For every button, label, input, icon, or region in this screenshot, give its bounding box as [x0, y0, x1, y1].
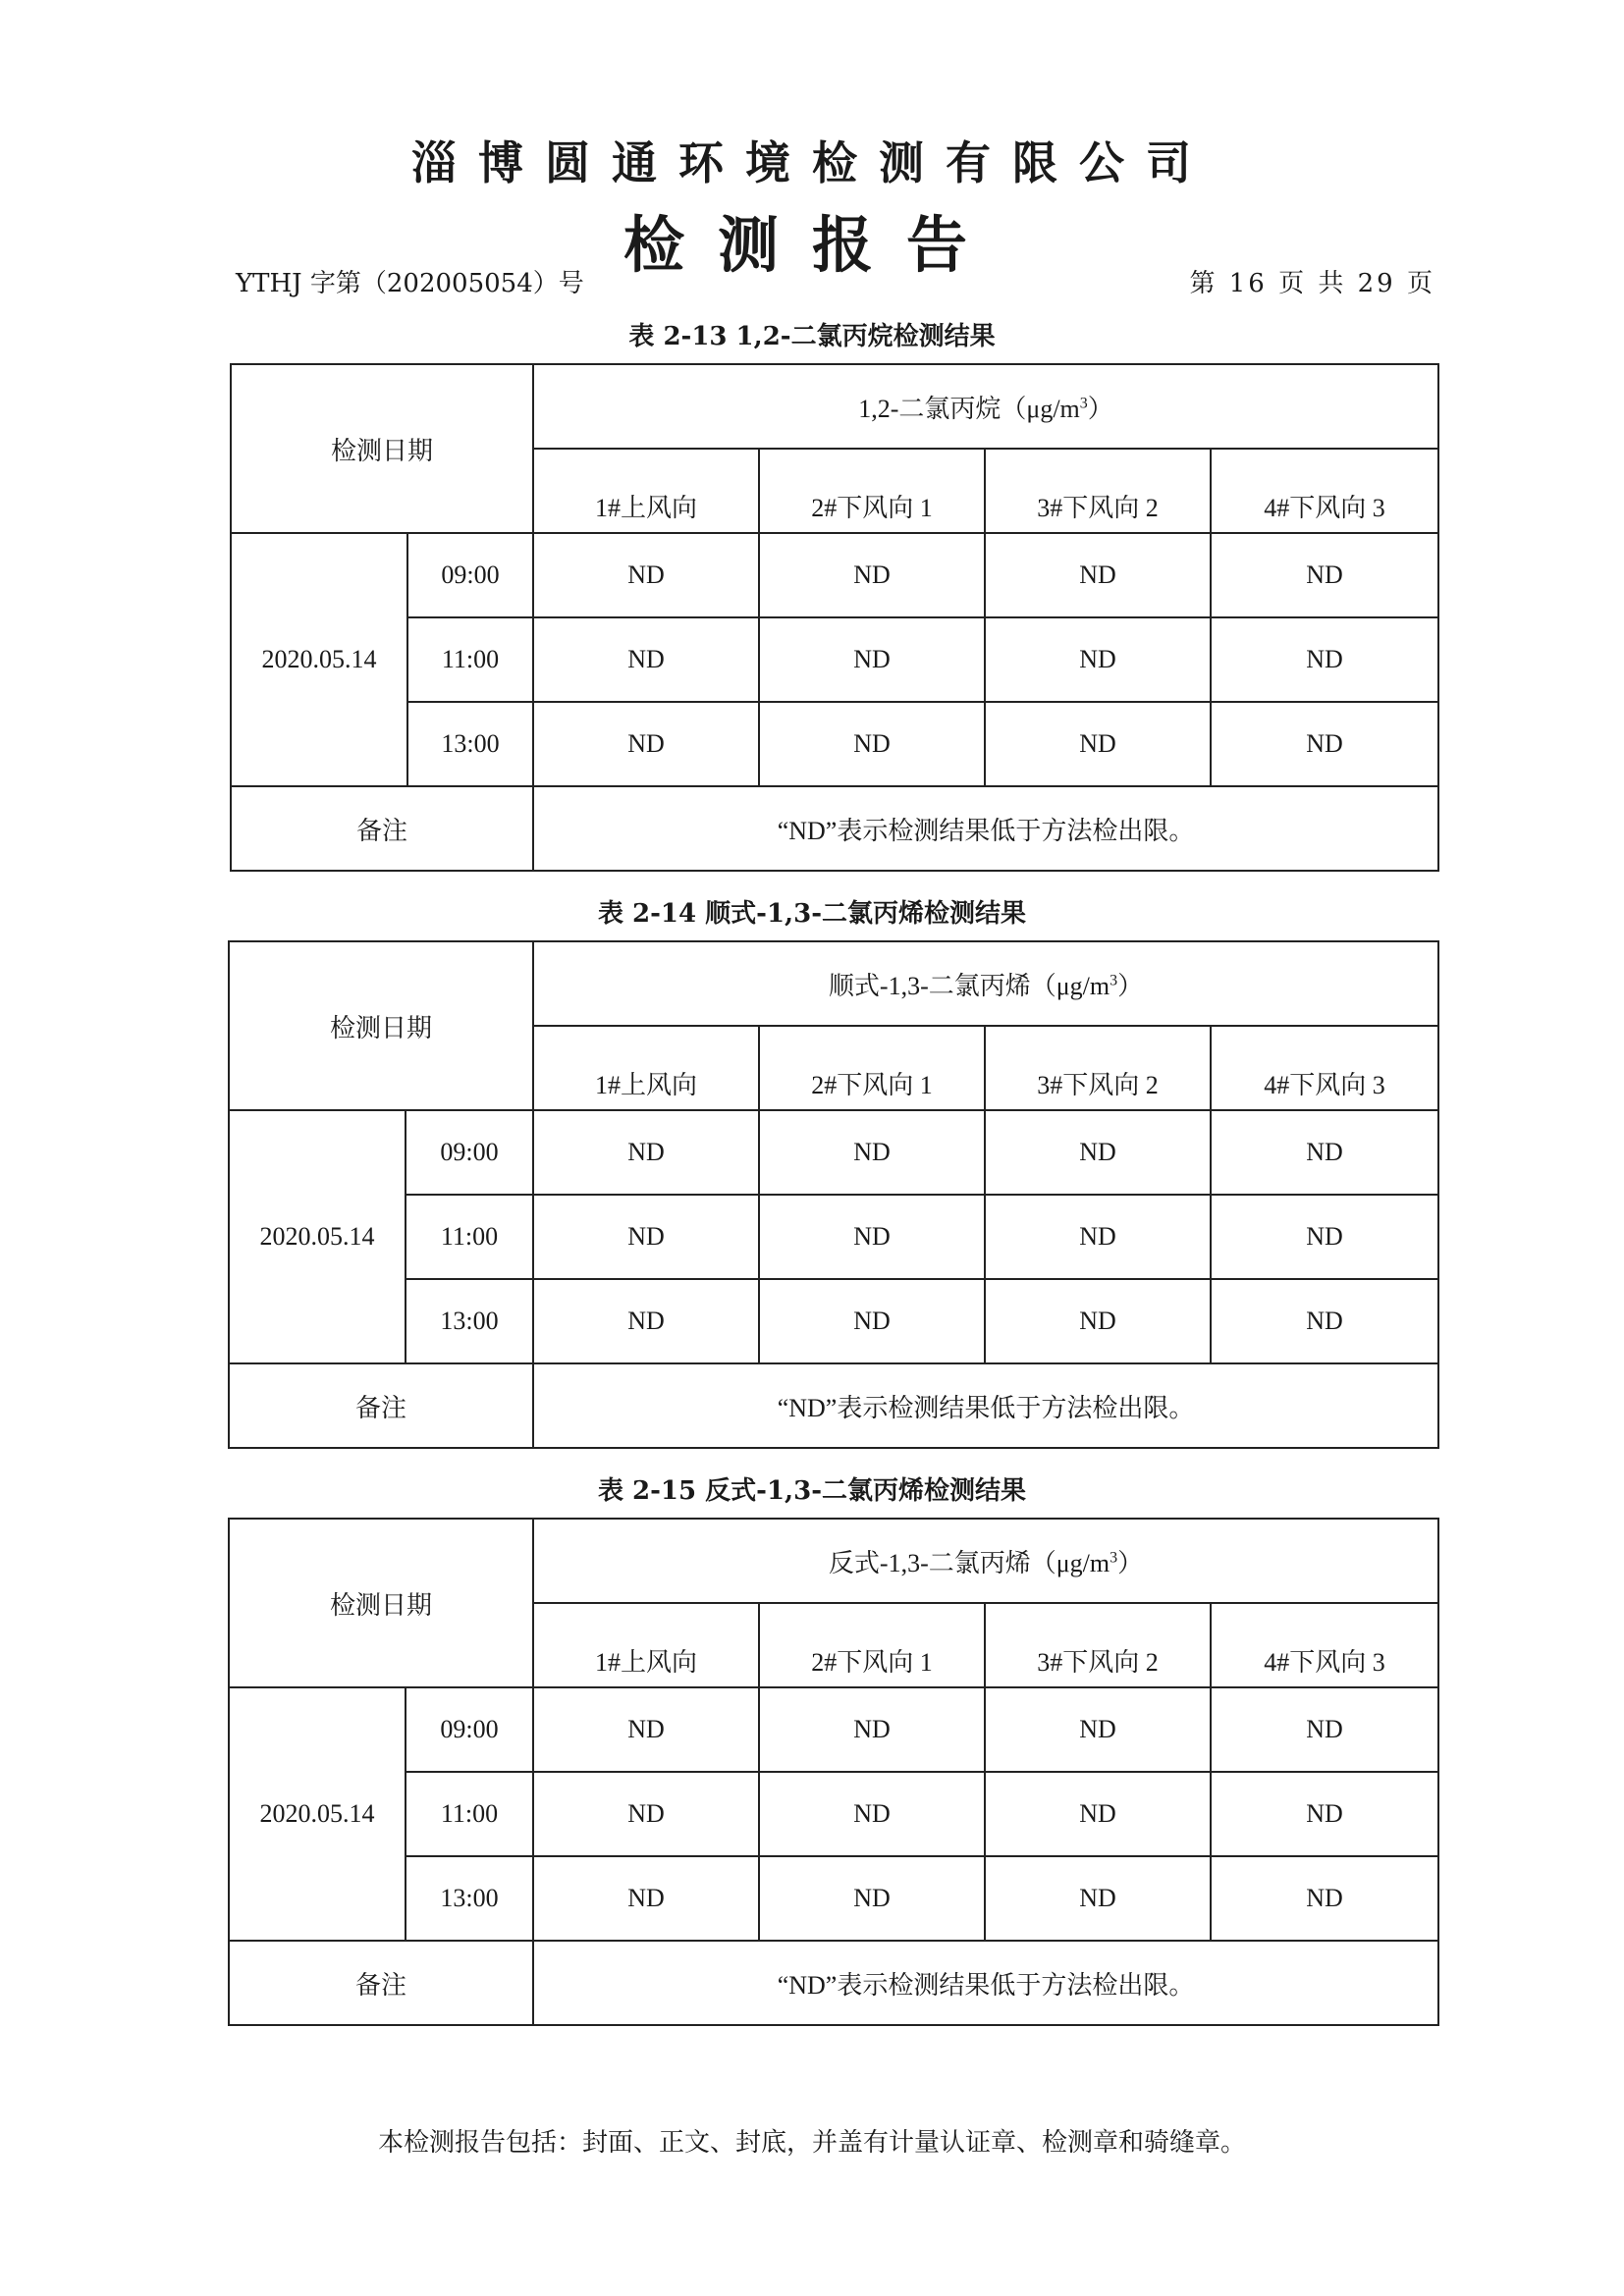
note-row	[231, 786, 1438, 871]
value-cell: ND	[1211, 533, 1438, 617]
table-row	[231, 617, 1438, 702]
param-close: ）	[1117, 1548, 1144, 1577]
value-cell: ND	[759, 533, 985, 617]
value-cell: ND	[759, 1687, 985, 1772]
note-label: 备注	[229, 1363, 533, 1448]
note-text: “ND”表示检测结果低于方法检出限。	[533, 1363, 1438, 1448]
date-header: 检测日期	[231, 364, 533, 533]
unit-superscript: 3	[1110, 971, 1118, 988]
value-cell: ND	[759, 702, 985, 786]
value-cell: ND	[533, 617, 759, 702]
footer-note: 本检测报告包括：封面、正文、封底，并盖有计量认证章、检测章和骑缝章。	[377, 2128, 1246, 2158]
unit-superscript: 3	[1079, 394, 1088, 411]
note-text: “ND”表示检测结果低于方法检出限。	[533, 786, 1438, 871]
value-cell: ND	[1211, 1687, 1438, 1772]
date-cell: 2020.05.14	[229, 1110, 406, 1363]
value-cell: ND	[1211, 702, 1438, 786]
table-caption: 表 2-15 反式-1,3-二氯丙烯检测结果	[598, 1476, 1026, 1506]
value-cell: ND	[985, 1195, 1211, 1279]
column-header: 2#下风向 1	[759, 1026, 985, 1110]
param-close: ）	[1087, 394, 1113, 423]
value-cell: ND	[985, 1110, 1211, 1195]
note-text: “ND”表示检测结果低于方法检出限。	[533, 1941, 1438, 2025]
time-cell: 11:00	[406, 1772, 533, 1856]
column-header: 3#下风向 2	[985, 449, 1211, 533]
time-cell: 13:00	[407, 702, 533, 786]
param-label: 1,2-二氯丙烷（μg/m	[858, 394, 1080, 423]
table-row	[229, 1856, 1438, 1941]
table-caption: 表 2-14 顺式-1,3-二氯丙烯检测结果	[598, 899, 1026, 929]
time-cell: 13:00	[406, 1279, 533, 1363]
value-cell: ND	[985, 702, 1211, 786]
date-header: 检测日期	[229, 1519, 533, 1687]
column-header: 2#下风向 1	[759, 449, 985, 533]
note-label: 备注	[229, 1941, 533, 2025]
column-header: 4#下风向 3	[1211, 1603, 1438, 1687]
value-cell: ND	[533, 1772, 759, 1856]
note-label: 备注	[231, 786, 533, 871]
value-cell: ND	[1211, 1772, 1438, 1856]
value-cell: ND	[759, 1195, 985, 1279]
column-header: 2#下风向 1	[759, 1603, 985, 1687]
value-cell: ND	[985, 1772, 1211, 1856]
value-cell: ND	[759, 1110, 985, 1195]
table-row	[229, 1687, 1438, 1772]
table-row	[229, 1772, 1438, 1856]
value-cell: ND	[759, 1772, 985, 1856]
table-row	[231, 533, 1438, 617]
date-cell: 2020.05.14	[231, 533, 407, 786]
value-cell: ND	[1211, 1110, 1438, 1195]
value-cell: ND	[985, 617, 1211, 702]
value-cell: ND	[533, 1195, 759, 1279]
value-cell: ND	[533, 1279, 759, 1363]
value-cell: ND	[759, 1856, 985, 1941]
result-table	[230, 363, 1439, 872]
value-cell: ND	[985, 1279, 1211, 1363]
value-cell: ND	[1211, 1279, 1438, 1363]
column-header: 1#上风向	[533, 1603, 759, 1687]
result-table	[228, 1518, 1439, 2026]
table-row	[229, 1110, 1438, 1195]
page-info: 第 16 页 共 29 页	[1189, 269, 1435, 298]
value-cell: ND	[1211, 1195, 1438, 1279]
time-cell: 09:00	[406, 1687, 533, 1772]
param-header	[533, 1519, 1438, 1603]
table-row	[229, 1279, 1438, 1363]
column-header: 1#上风向	[533, 449, 759, 533]
param-header	[533, 941, 1438, 1026]
value-cell: ND	[533, 702, 759, 786]
value-cell: ND	[1211, 617, 1438, 702]
note-row	[229, 1941, 1438, 2025]
unit-superscript: 3	[1110, 1548, 1118, 1566]
report-number: YTHJ 字第（202005054）号	[236, 269, 584, 298]
table-row	[229, 1195, 1438, 1279]
value-cell: ND	[985, 1687, 1211, 1772]
date-cell: 2020.05.14	[229, 1687, 406, 1941]
column-header: 4#下风向 3	[1211, 449, 1438, 533]
value-cell: ND	[759, 1279, 985, 1363]
column-header: 1#上风向	[533, 1026, 759, 1110]
value-cell: ND	[533, 1856, 759, 1941]
column-header: 4#下风向 3	[1211, 1026, 1438, 1110]
time-cell: 11:00	[407, 617, 533, 702]
value-cell: ND	[533, 1110, 759, 1195]
value-cell: ND	[533, 1687, 759, 1772]
time-cell: 13:00	[406, 1856, 533, 1941]
column-header: 3#下风向 2	[985, 1603, 1211, 1687]
param-header	[533, 364, 1438, 449]
param-label: 顺式-1,3-二氯丙烯（μg/m	[828, 971, 1110, 1000]
time-cell: 11:00	[406, 1195, 533, 1279]
value-cell: ND	[985, 1856, 1211, 1941]
value-cell: ND	[759, 617, 985, 702]
result-table	[228, 940, 1439, 1449]
value-cell: ND	[985, 533, 1211, 617]
company-name: 淄博圆通环境检测有限公司	[411, 136, 1213, 189]
column-header: 3#下风向 2	[985, 1026, 1211, 1110]
param-label: 反式-1,3-二氯丙烯（μg/m	[828, 1548, 1110, 1577]
value-cell: ND	[533, 533, 759, 617]
table-row	[231, 702, 1438, 786]
param-close: ）	[1117, 971, 1144, 1000]
report-title: 检测报告	[623, 209, 1001, 281]
date-header: 检测日期	[229, 941, 533, 1110]
time-cell: 09:00	[407, 533, 533, 617]
time-cell: 09:00	[406, 1110, 533, 1195]
table-caption: 表 2-13 1,2-二氯丙烷检测结果	[628, 322, 996, 351]
value-cell: ND	[1211, 1856, 1438, 1941]
note-row	[229, 1363, 1438, 1448]
